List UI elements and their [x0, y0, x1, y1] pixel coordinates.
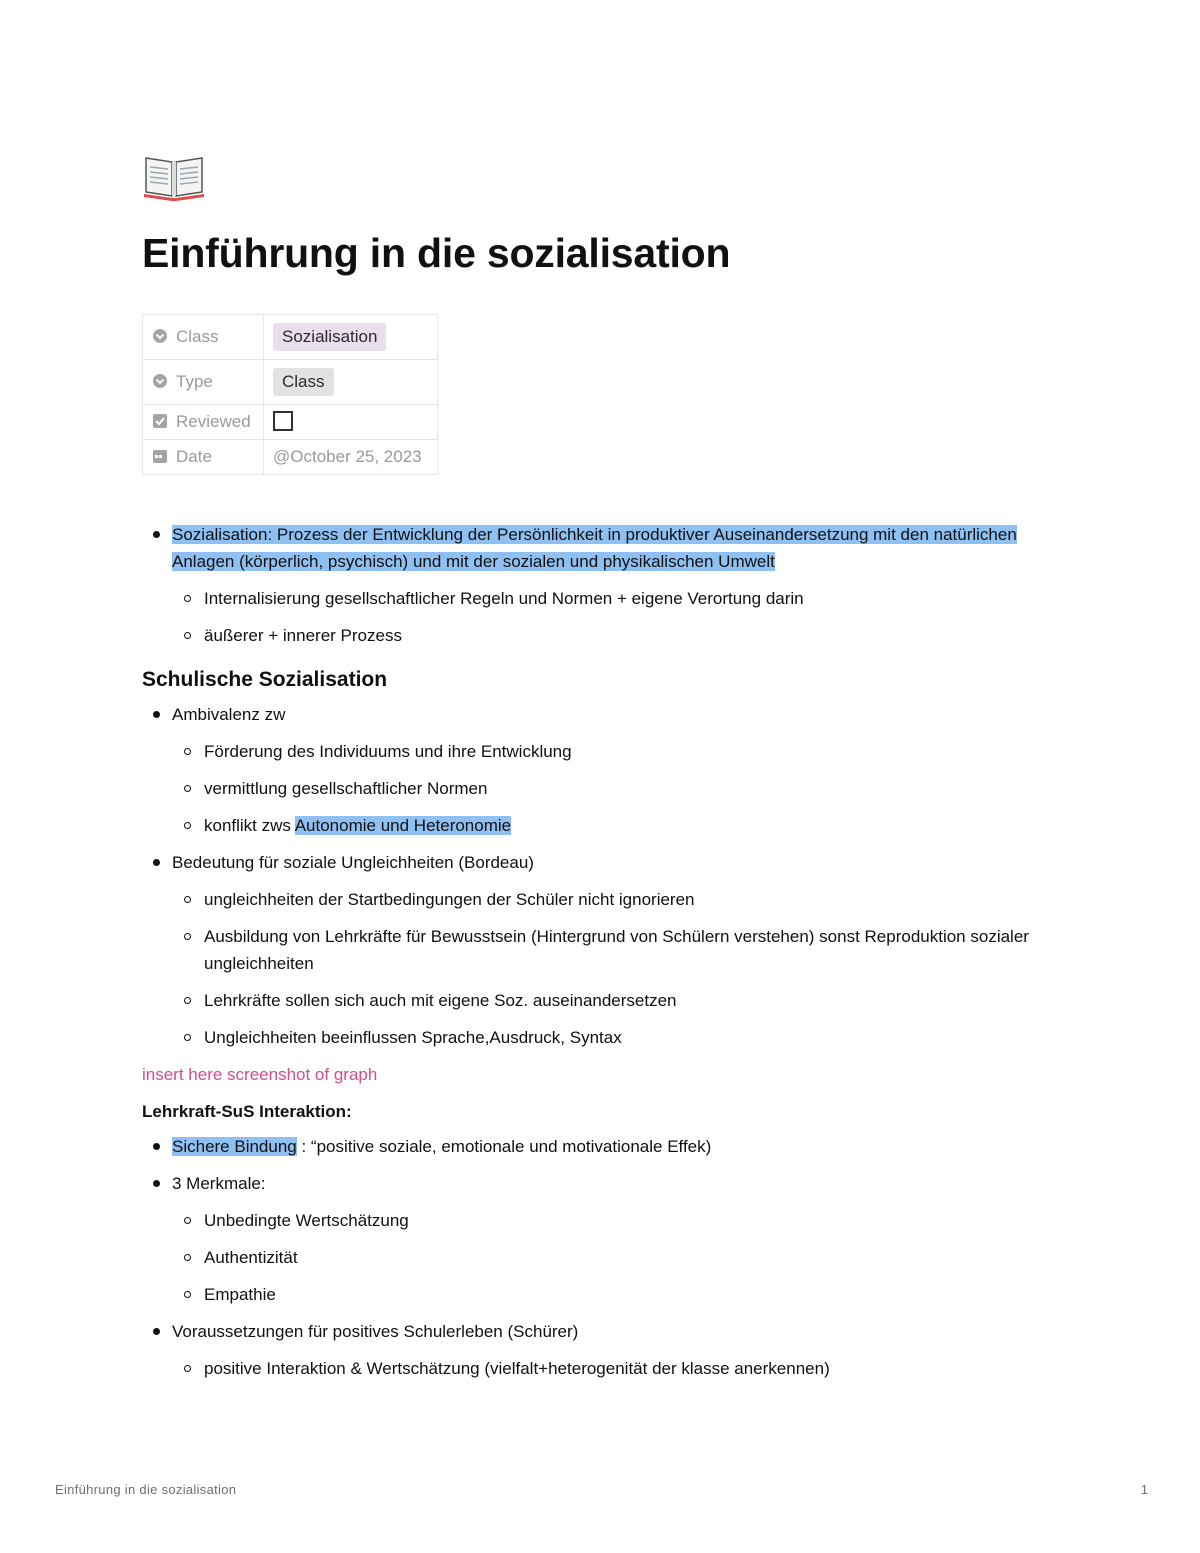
property-value-date[interactable] [264, 440, 438, 475]
property-key-date: Date [143, 440, 264, 475]
list-item: vermittlung gesellschaftlicher Normen [172, 775, 1062, 802]
select-icon [152, 328, 168, 344]
calendar-icon [152, 448, 168, 464]
list-item: Lehrkräfte sollen sich auch mit eigene Soz. auseinandersetzen [172, 987, 1062, 1014]
highlighted-text: Sichere Bindung [172, 1137, 297, 1156]
sub-list [172, 585, 1062, 649]
list-item: Voraussetzungen für positives Schulerleben (Schürer) positive Interaktion & Wertschätzung (vielfalt+heterogenität der klasse anerkennen) [142, 1318, 1062, 1382]
list-item: Internalisierung gesellschaftlicher Regeln und Normen + eigene Verortung darin [172, 585, 1062, 612]
property-row-date [143, 440, 438, 475]
page-title: Einführung in die sozialisation [142, 230, 731, 276]
property-value-type[interactable] [264, 360, 438, 405]
list-item: Authentizität [172, 1244, 1062, 1271]
highlighted-text: Sozialisation: Prozess der Entwicklung der Persönlichkeit in produktiver Auseinandersetzung mit den natürlichen Anlagen (körperlich, psychisch) und mit der sozialen und physikalischen Umwelt [172, 525, 1017, 571]
intro-list [142, 521, 1062, 649]
list-item: Sichere Bindung : “positive soziale, emotionale und motivationale Effek) [142, 1133, 1062, 1160]
property-key-reviewed: Reviewed [143, 405, 264, 440]
open-book-icon [142, 150, 1062, 210]
list-item: Ausbildung von Lehrkräfte für Bewusstsein (Hintergrund von Schülern verstehen) sonst Reproduktion sozialer ungleichheiten [172, 923, 1062, 977]
property-key-class: Class [143, 315, 264, 360]
list-item: Bedeutung für soziale Ungleichheiten (Bordeau) ungleichheiten der Startbedingungen der Schüler nicht ignorieren Ausbildung von Lehrkräfte für Bewusstsein (Hintergrund von Schülern verstehen) sonst Reproduktion sozialer ungleichheiten Lehrkräfte sollen sich auch mit eigene Soz. auseinandersetzen Ungleichheiten beeinflussen Sprache,Ausdruck, Syntax [142, 849, 1062, 1051]
property-row-class [143, 315, 438, 360]
properties-table [142, 314, 438, 475]
list-item: ungleichheiten der Startbedingungen der Schüler nicht ignorieren [172, 886, 1062, 913]
section1-list [142, 701, 1062, 1051]
checkbox-icon [152, 413, 168, 429]
list-item: äußerer + innerer Prozess [172, 622, 1062, 649]
sub-list [172, 1207, 1062, 1308]
class-tag[interactable]: Sozialisation [273, 323, 386, 351]
section-heading: Lehrkraft-SuS Interaktion: [142, 1102, 352, 1121]
pink-note: insert here screenshot of graph [142, 1065, 378, 1084]
footer-title: Einführung in die sozialisation [55, 1482, 237, 1497]
sub-list [172, 1355, 1062, 1382]
property-row-reviewed [143, 405, 438, 440]
list-item: Empathie [172, 1281, 1062, 1308]
sub-list [172, 738, 1062, 839]
property-value-reviewed[interactable] [264, 405, 438, 440]
select-icon [152, 373, 168, 389]
list-item: 3 Merkmale: Unbedingte Wertschätzung Authentizität Empathie [142, 1170, 1062, 1308]
highlighted-text: Autonomie und Heteronomie [294, 816, 512, 835]
property-key-type: Type [143, 360, 264, 405]
page-content [142, 150, 1062, 1392]
page-number: 1 [1140, 1482, 1148, 1497]
list-item [142, 521, 1062, 649]
section-heading: Schulische Sozialisation [142, 668, 388, 691]
property-row-type [143, 360, 438, 405]
list-item: Förderung des Individuums und ihre Entwicklung [172, 738, 1062, 765]
list-item: konflikt zws Autonomie und Heteronomie [172, 812, 1062, 839]
property-value-class[interactable] [264, 315, 438, 360]
sub-list [172, 886, 1062, 1051]
type-tag[interactable]: Class [273, 368, 334, 396]
list-item: Ungleichheiten beeinflussen Sprache,Ausdruck, Syntax [172, 1024, 1062, 1051]
section2-list [142, 1133, 1062, 1382]
reviewed-checkbox[interactable] [273, 411, 293, 431]
list-item: positive Interaktion & Wertschätzung (vielfalt+heterogenität der klasse anerkennen) [172, 1355, 1062, 1382]
list-item: Unbedingte Wertschätzung [172, 1207, 1062, 1234]
list-item: Ambivalenz zw Förderung des Individuums und ihre Entwicklung vermittlung gesellschaftlicher Normen konflikt zws Autonomie und Heteronomie [142, 701, 1062, 839]
date-value[interactable]: @October 25, 2023 [273, 447, 422, 466]
